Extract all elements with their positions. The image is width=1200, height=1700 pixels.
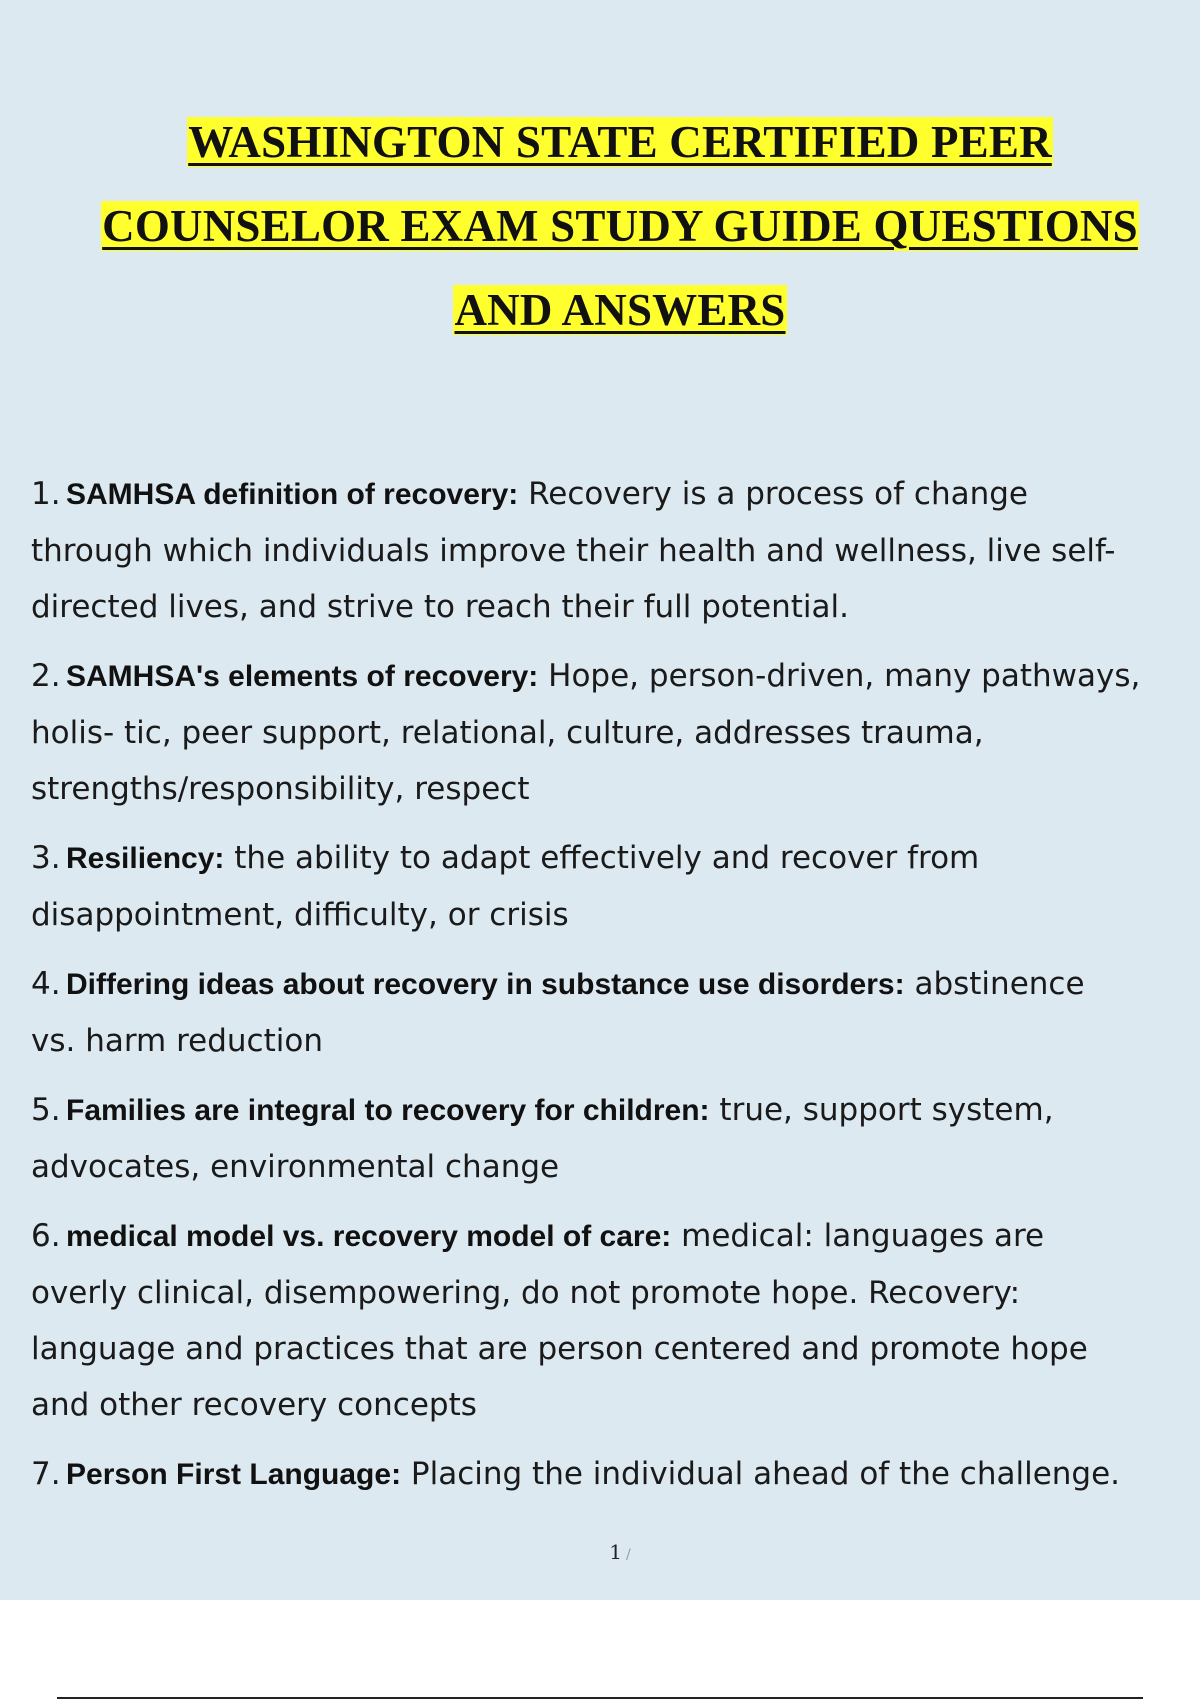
page-number-separator: /	[626, 1547, 631, 1563]
item-answer-line: and other recovery concepts	[31, 1387, 477, 1423]
qa-item	[31, 830, 1200, 943]
item-answer-line: overly clinical, disempowering, do not promote hope. Recovery:	[31, 1275, 1021, 1311]
item-term: Resiliency:	[66, 842, 225, 875]
item-answer-line: strengths/responsibility, respect	[31, 771, 530, 807]
item-number: 2.	[31, 658, 61, 694]
item-term: SAMHSA's elements of recovery:	[66, 660, 539, 693]
qa-item	[31, 648, 1200, 817]
qa-item	[31, 1446, 1200, 1503]
qa-item	[31, 1208, 1200, 1433]
item-answer-line: disappointment, difficulty, or crisis	[31, 897, 569, 933]
item-number: 5.	[31, 1092, 61, 1128]
qa-item	[31, 466, 1200, 635]
footer-divider	[57, 1697, 1143, 1699]
item-term: Differing ideas about recovery in substance use disorders:	[66, 968, 905, 1001]
page-number-value: 1	[609, 1540, 622, 1564]
item-term: Person First Language:	[66, 1458, 402, 1491]
qa-item	[31, 956, 1200, 1069]
qa-item	[31, 1082, 1200, 1195]
document-title	[0, 100, 1200, 352]
item-answer-line: directed lives, and strive to reach their full potential.	[31, 589, 849, 625]
item-answer-line: Hope, person-driven, many pathways,	[538, 658, 1141, 694]
title-line-2: COUNSELOR EXAM STUDY GUIDE QUESTIONS	[102, 201, 1138, 251]
item-answer-line: Placing the individual ahead of the challenge.	[401, 1456, 1121, 1492]
item-answer-line: medical: languages are	[671, 1218, 1045, 1254]
qa-list	[31, 466, 1200, 1516]
item-number: 1.	[31, 476, 61, 512]
title-line-3: AND ANSWERS	[454, 285, 786, 335]
item-answer-line: language and practices that are person centered and promote hope	[31, 1331, 1088, 1367]
item-number: 7.	[31, 1456, 61, 1492]
item-answer-line: vs. harm reduction	[31, 1023, 323, 1059]
item-term: SAMHSA definition of recovery:	[66, 478, 519, 511]
item-answer-line: through which individuals improve their health and wellness, live self-	[31, 533, 1116, 569]
item-term: medical model vs. recovery model of care:	[66, 1220, 672, 1253]
item-number: 4.	[31, 966, 61, 1002]
item-answer-line: abstinence	[904, 966, 1085, 1002]
item-term: Families are integral to recovery for children:	[66, 1094, 710, 1127]
item-answer-line: advocates, environmental change	[31, 1149, 560, 1185]
item-answer-line: Recovery is a process of change	[518, 476, 1028, 512]
item-number: 3.	[31, 840, 61, 876]
item-answer-line: holis- tic, peer support, relational, culture, addresses trauma,	[31, 715, 984, 751]
item-number: 6.	[31, 1218, 61, 1254]
title-line-1: WASHINGTON STATE CERTIFIED PEER	[188, 117, 1052, 167]
item-answer-line: the ability to adapt effectively and recover from	[224, 840, 980, 876]
page-number	[0, 1540, 1200, 1564]
item-answer-line: true, support system,	[709, 1092, 1054, 1128]
